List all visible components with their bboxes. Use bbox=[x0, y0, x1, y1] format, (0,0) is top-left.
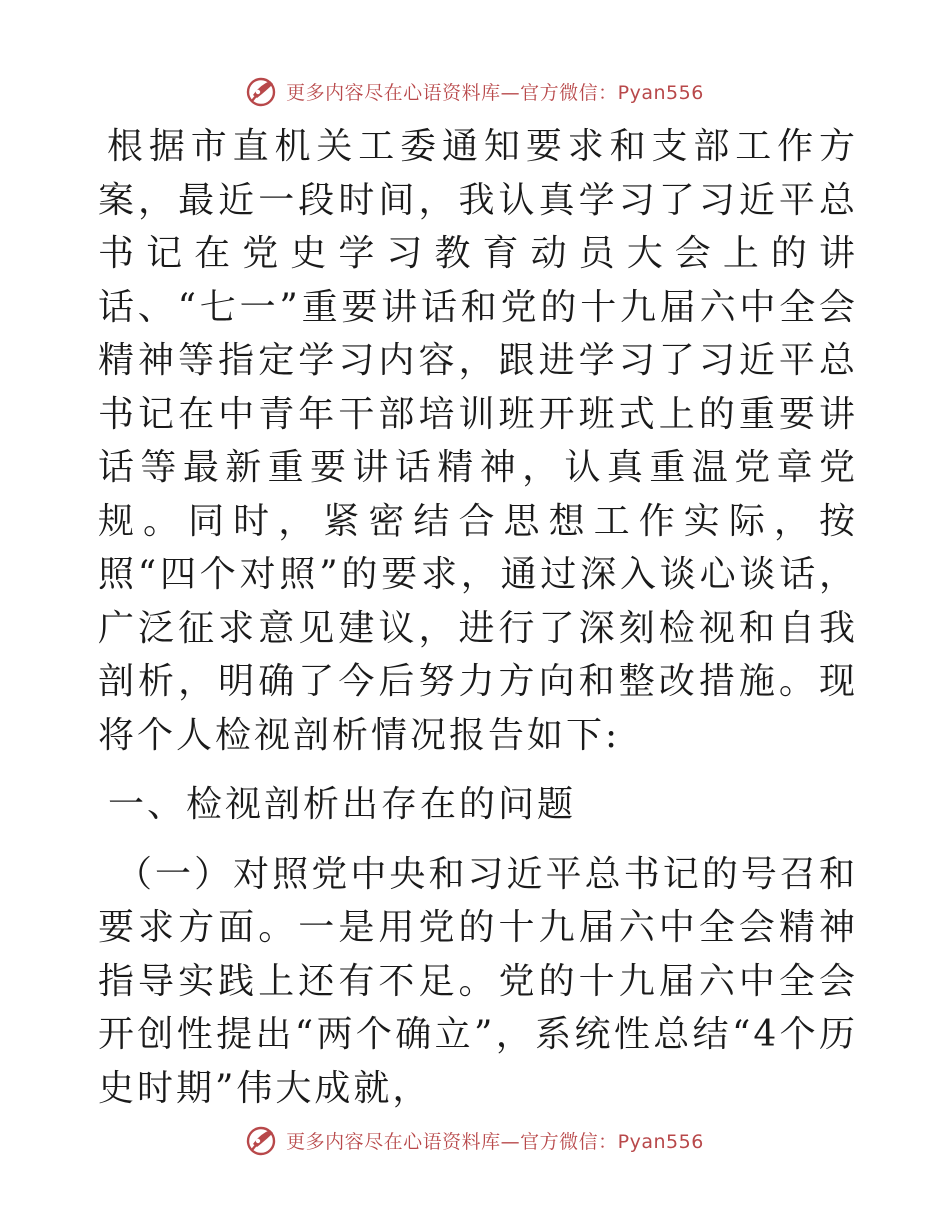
intro-paragraph: 根据市直机关工委通知要求和支部工作方案，最近一段时间，我认真学习了习近平总书记在党史学习教育动员大会上的讲话、“七一”重要讲话和党的十九届六中全会精神等指定学习内容，跟进学习了习近平总书记在中青年干部培训班开班式上的重要讲话等最新重要讲话精神，认真重温党章党规。同时，紧密结合思想工作实际，按照“四个对照”的要求，通过深入谈心谈话，广泛征求意见建议，进行了深刻检视和自我剖析，明确了今后努力方向和整改措施。现将个人检视剖析情况报告如下: bbox=[98, 126, 858, 756]
watermark-text: 更多内容尽在心语资料库—官方微信：Pyan556 bbox=[286, 81, 704, 104]
watermark-banner-top bbox=[0, 71, 950, 111]
section-paragraph: （一）对照党中央和习近平总书记的号召和要求方面。一是用党的十九届六中全会精神指导实践上还有不足。党的十九届六中全会开创性提出“两个确立”，系统性总结“4个历史时期”伟大成就， bbox=[98, 853, 858, 1109]
watermark-text: 更多内容尽在心语资料库—官方微信：Pyan556 bbox=[286, 1130, 704, 1153]
document-body bbox=[98, 120, 858, 1115]
pen-logo-icon bbox=[246, 75, 278, 107]
pen-logo-icon bbox=[246, 1124, 278, 1156]
section-heading: 一、检视剖析出存在的问题 bbox=[108, 784, 577, 825]
watermark-banner-bottom bbox=[0, 1120, 950, 1160]
